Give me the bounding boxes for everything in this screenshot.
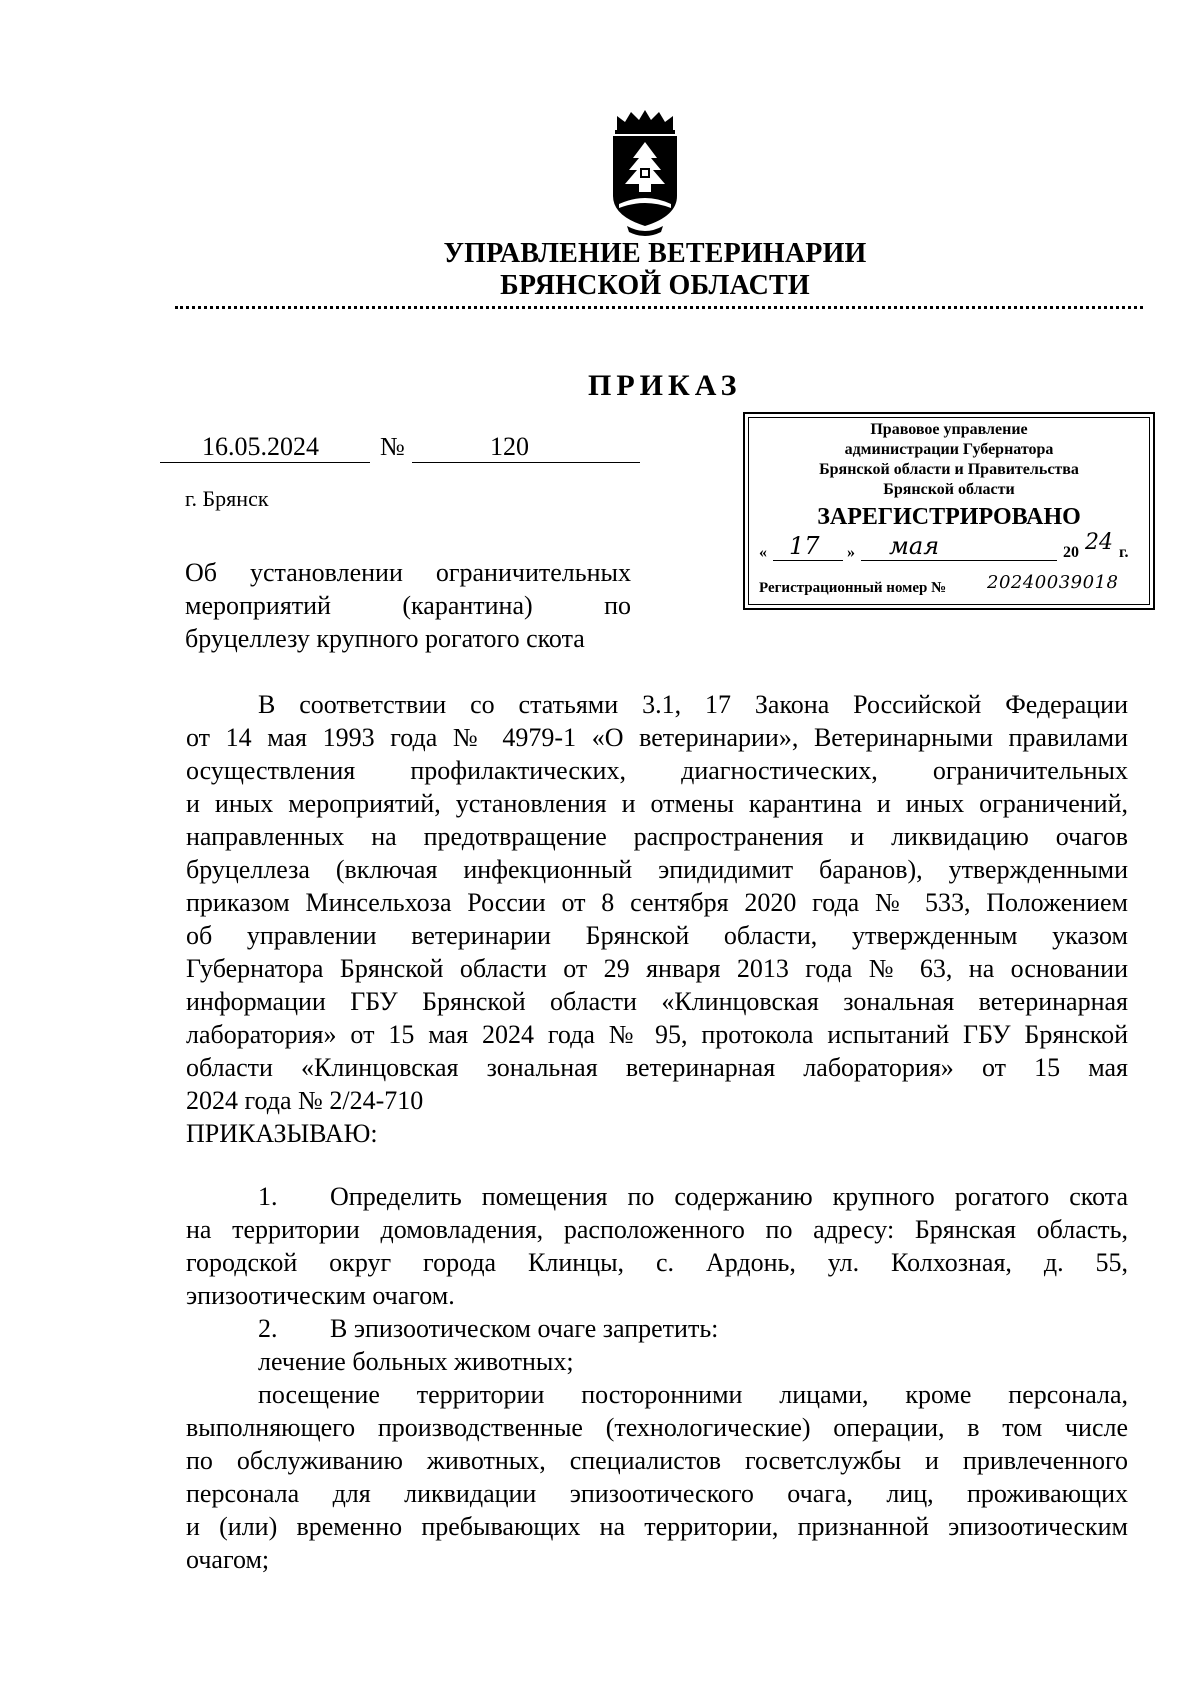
number-sign: № bbox=[380, 432, 405, 461]
preamble-line: бруцеллеза (включая инфекционный эпидидимит баранов), утвержденными bbox=[186, 855, 1128, 884]
subject-line: Об установлении ограничительных bbox=[185, 558, 631, 587]
preamble-line: Губернатора Брянской области от 29 января 2013 года № 63, на основании bbox=[186, 954, 1128, 983]
document-date: 16.05.2024 bbox=[202, 432, 319, 461]
stamp-line: администрации Губернатора bbox=[844, 441, 1054, 458]
stamp-line: Правовое управление bbox=[870, 421, 1028, 438]
document-city: г. Брянск bbox=[185, 486, 269, 511]
preamble-line: 2024 года № 2/24-710 bbox=[186, 1086, 424, 1115]
document-type: ПРИКАЗ bbox=[588, 369, 742, 402]
coat-of-arms-icon bbox=[603, 108, 687, 238]
preamble-line: осуществления профилактических, диагностических, ограничительных bbox=[186, 756, 1128, 785]
item-1-number: 1. bbox=[258, 1182, 278, 1211]
item-2-sub2-line: выполняющего производственные (технологические) операции, в том числе bbox=[186, 1413, 1128, 1442]
stamp-year-suffix: 24 bbox=[1085, 530, 1113, 555]
item-1-line: городской округ города Клинцы, с. Ардонь, ул. Колхозная, д. 55, bbox=[186, 1248, 1128, 1277]
date-number-row bbox=[160, 432, 640, 464]
organization-name-line-1: УПРАВЛЕНИЕ ВЕТЕРИНАРИИ bbox=[443, 238, 867, 269]
preamble-line: лаборатория» от 15 мая 2024 года № 95, протокола испытаний ГБУ Брянской bbox=[186, 1020, 1128, 1049]
item-1-text: Определить помещения по содержанию крупного рогатого скота bbox=[330, 1182, 1128, 1211]
number-underline bbox=[412, 462, 640, 463]
header-dotted-divider bbox=[175, 306, 1143, 309]
item-2-number: 2. bbox=[258, 1314, 278, 1343]
stamp-line: Брянской области и Правительства bbox=[819, 461, 1079, 478]
stamp-day: 17 bbox=[789, 532, 820, 560]
registration-stamp bbox=[743, 412, 1155, 610]
preamble-line: В соответствии со статьями 3.1, 17 Закона Российской Федерации bbox=[258, 690, 1128, 719]
item-2-sub2-line: и (или) временно пребывающих на территории, признанной эпизоотическим bbox=[186, 1512, 1128, 1541]
order-word: ПРИКАЗЫВАЮ: bbox=[186, 1119, 378, 1148]
preamble-paragraph bbox=[186, 688, 1128, 1150]
preamble-line: приказом Минсельхоза России от 8 сентября 2020 года № 533, Положением bbox=[186, 888, 1128, 917]
item-2-sub2-line: по обслуживанию животных, специалистов госветслужбы и привлеченного bbox=[186, 1446, 1128, 1475]
organization-name bbox=[0, 238, 1200, 302]
stamp-month: мая bbox=[889, 532, 940, 560]
stamp-date-line: « 17 » мая 20 24 г. bbox=[759, 530, 1129, 561]
item-1-line bbox=[186, 1180, 1128, 1213]
preamble-line: и иных мероприятий, установления и отмены карантина и иных ограничений, bbox=[186, 789, 1128, 818]
stamp-reg-number: 20240039018 bbox=[987, 572, 1119, 593]
item-2-sub2-line: очагом; bbox=[186, 1545, 270, 1574]
item-2-sub2-line: персонала для ликвидации эпизоотического очага, лиц, проживающих bbox=[186, 1479, 1128, 1508]
item-2-sub1: лечение больных животных; bbox=[258, 1347, 574, 1376]
stamp-reg-label: Регистрационный номер № bbox=[759, 580, 947, 596]
preamble-line: об управлении ветеринарии Брянской области, утвержденным указом bbox=[186, 921, 1128, 950]
organization-name-line-2: БРЯНСКОЙ ОБЛАСТИ bbox=[500, 270, 810, 301]
item-2-line bbox=[186, 1312, 1128, 1345]
subject-line: бруцеллезу крупного рогатого скота bbox=[185, 624, 585, 653]
preamble-line: направленных на предотвращение распространения и ликвидацию очагов bbox=[186, 822, 1128, 851]
document-subject bbox=[185, 556, 631, 655]
preamble-line: от 14 мая 1993 года № 4979-1 «О ветеринарии», Ветеринарными правилами bbox=[186, 723, 1128, 752]
stamp-year-unit: г. bbox=[1119, 544, 1129, 561]
stamp-registered: ЗАРЕГИСТРИРОВАНО bbox=[817, 504, 1081, 530]
stamp-reg-number-line bbox=[759, 574, 1151, 600]
preamble-line: информации ГБУ Брянской области «Клинцовская зональная ветеринарная bbox=[186, 987, 1128, 1016]
item-1-line: на территории домовладения, расположенного по адресу: Брянская область, bbox=[186, 1215, 1128, 1244]
date-underline bbox=[160, 462, 370, 463]
order-item-2 bbox=[186, 1312, 1128, 1576]
stamp-line: Брянской области bbox=[883, 481, 1015, 498]
item-2-text: В эпизоотическом очаге запретить: bbox=[330, 1314, 719, 1343]
item-2-sub2-line: посещение территории посторонними лицами, кроме персонала, bbox=[258, 1380, 1128, 1409]
item-1-line: эпизоотическим очагом. bbox=[186, 1281, 455, 1310]
stamp-year-prefix: 20 bbox=[1063, 544, 1079, 561]
preamble-line: области «Клинцовская зональная ветеринарная лаборатория» от 15 мая bbox=[186, 1053, 1128, 1082]
subject-line: мероприятий (карантина) по bbox=[185, 591, 631, 620]
document-number: 120 bbox=[490, 432, 529, 461]
order-item-1 bbox=[186, 1180, 1128, 1312]
